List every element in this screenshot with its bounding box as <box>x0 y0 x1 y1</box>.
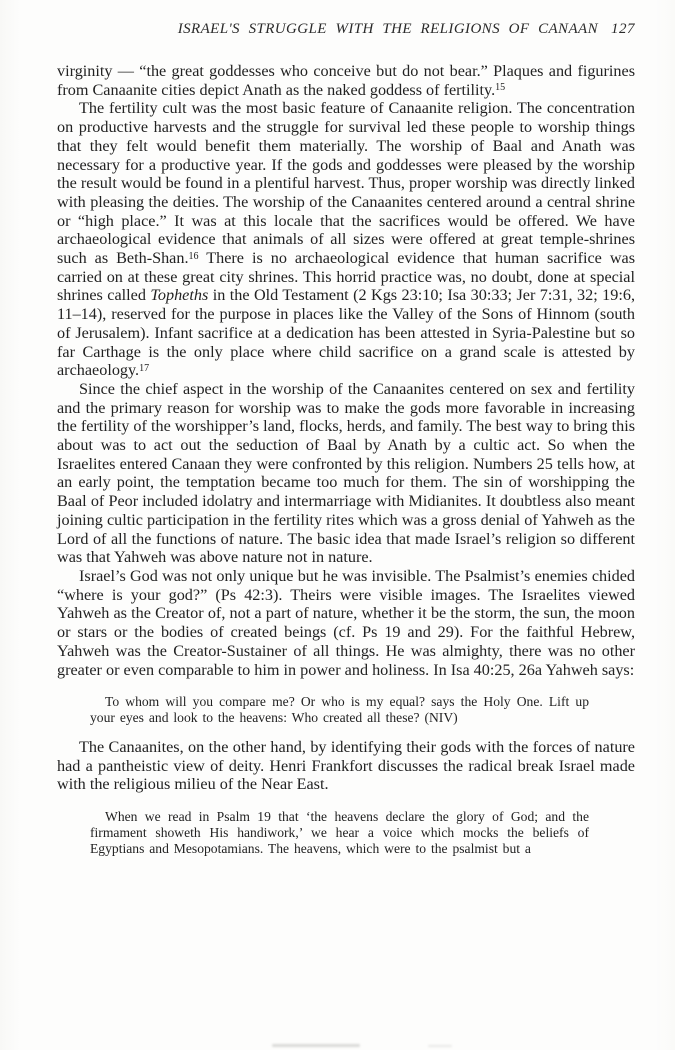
page-body <box>57 62 635 868</box>
paragraph-chief-aspect: Since the chief aspect in the worship of the Canaanites centered on sex and fertility and the primary reason for worship was to make the gods more favorable in increasing the fertility of the worshipper’s land, flocks, herds, and family. The best way to bring this about was to act out the seduction of Baal by Anath by a cultic act. So when the Israelites entered Canaan they were confronted by this religion. Numbers 25 tells how, at an early point, the temptation became too much for them. The sin of worshipping the Baal of Peor included idolatry and intermarriage with Midianites. It doubtless also meant joining cultic participation in the fertility rites which was a gross denial of Yahweh as the Lord of all the functions of nature. The basic idea that made Israel’s religion so different was that Yahweh was above nature not in nature. <box>57 379 635 567</box>
scan-artifact-smudge <box>272 1044 360 1047</box>
block-quote-frankfort: When we read in Psalm 19 that ‘the heavens declare the glory of God; and the firmament showeth His handiwork,’ we hear a voice which mocks the beliefs of Egyptians and Mesopotamians. The heavens, which were to the psalmist but a <box>90 808 589 856</box>
paragraph-fertility-cult: The fertility cult was the most basic feature of Canaanite religion. The concentration on productive harvests and the struggle for survival led these people to worship things that they felt would benefit them materially. The worship of Baal and Anath was necessary for a productive year. If the gods and goddesses were pleased by the worship the result would be found in a plentiful harvest. Thus, proper worship was directly linked with pleasing the deities. The worship of the Canaanites centered around a central shrine or “high place.” It was at this locale that the sacrifices would be offered. We have archaeological evidence that animals of all sizes were offered at great temple-shrines such as Beth-Shan.$^{16}$ There is no archaeological evidence that human sacrifice was carried on at these great city shrines. This horrid practice was, no doubt, done at special shrines called Topheths in the Old Testament (2 Kgs 23:10; Isa 30:33; Jer 7:31, 32; 19:6, 11–14), reserved for the purpose in places like the Valley of the Sons of Hinnom (south of Jerusalem). Infant sacrifice at a dedication has been attested in Syria-Palestine but so far Carthage is the only place where child sacrifice on a grand scale is attested by archaeology.$^{17}$ <box>57 99 636 380</box>
page-number: 127 <box>611 21 635 37</box>
running-head-title: ISRAEL'S STRUGGLE WITH THE RELIGIONS OF CANAAN <box>177 21 598 37</box>
paragraph-israels-god: Israel’s God was not only unique but he was invisible. The Psalmist’s enemies chided “where is your god?” (Ps 42:3). Theirs were visible images. The Israelites viewed Yahweh as the Creator of, not a part of nature, whether it be the storm, the sun, the moon or stars or the bodies of created beings (cf. Ps 19 and 29). For the faithful Hebrew, Yahweh was the Creator-Sustainer of all things. He was almighty, there was no other greater or even comparable to him in power and holiness. In Isa 40:25, 26a Yahweh says: <box>57 566 635 679</box>
running-head <box>57 21 635 38</box>
block-quote-isaiah: To whom will you compare me? Or who is my equal? says the Holy One. Lift up your eyes and look to the heavens: Who created all these? (NIV) <box>90 694 589 725</box>
paragraph-virginity: virginity — “the great goddesses who conceive but do not bear.” Plaques and figurines from Canaanite cities depict Anath as the naked goddess of fertility.$^{15}$ <box>57 62 635 99</box>
scan-artifact-smudge-small <box>428 1045 452 1047</box>
paragraph-canaanites-pantheism: The Canaanites, on the other hand, by identifying their gods with the forces of nature had a pantheistic view of deity. Henri Frankfort discusses the radical break Israel made with the religious milieu of the Near East. <box>57 737 635 794</box>
